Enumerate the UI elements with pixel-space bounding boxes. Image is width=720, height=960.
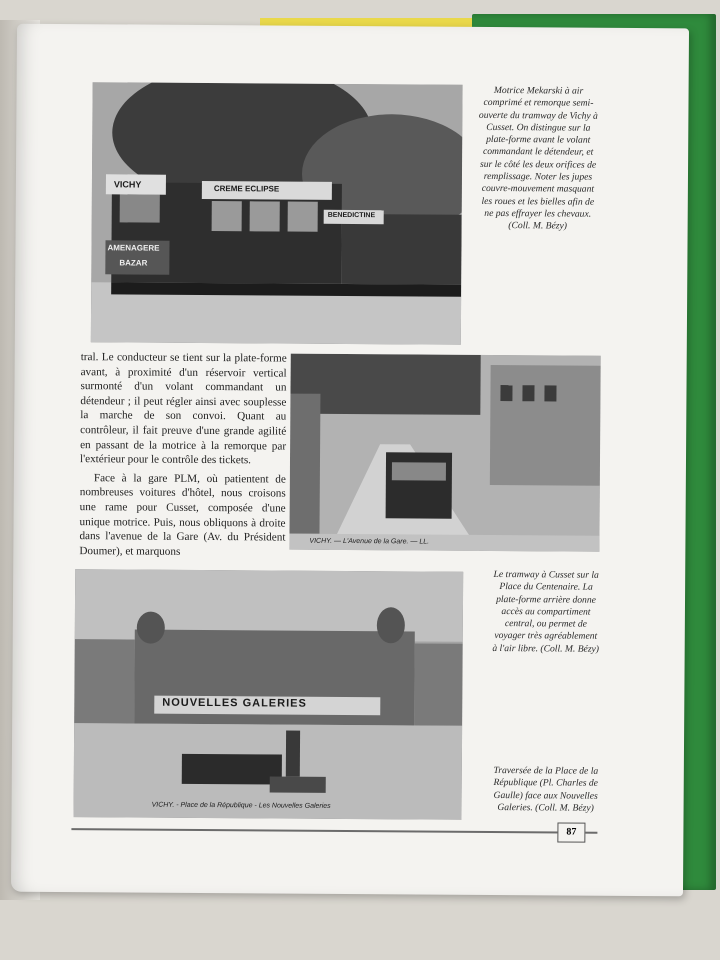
tram-ad-sign-1: AMENAGERE [107,243,160,253]
photo-place-de-la-republique [74,569,464,820]
photo-1-drawing [91,82,463,345]
footer-rule [71,828,597,834]
postcard-label-avenue: VICHY. — L'Avenue de la Gare. — LL. [309,537,430,546]
tram-destination-sign: VICHY [113,179,142,190]
page-number: 87 [557,822,585,842]
postcard-label-square: VICHY. - Place de la République - Les Nouvelles Galeries [151,801,331,810]
store-sign: NOUVELLES GALERIES [162,696,307,710]
caption-photo-1: Motrice Mekarski à air comprimé et remorque semi-ouverte du tramway de Vichy à Cusset. On distingue sur la plate-forme avant le volant commandant le détendeur, et sur le côté les deux orifices de remplissage. Noter les jupes couvre-mouvement masquant les roues et les bielles afin de ne pas effrayer les chevaux. (Coll. M. Bézy) [478,84,598,232]
photo-tramway-mekarski [91,82,463,345]
trailer-banner-sign: BENEDICTINE [327,211,376,220]
tram-banner-sign: CREME ECLIPSE [213,184,280,194]
photo-avenue-de-la-gare [289,354,600,552]
article-paragraph-2: Face à la gare PLM, où patientent de nombreuses voitures d'hôtel, nous croisons une rame pour Cusset, composée d'une unique motrice. Puis, nous obliquons à droite dans l'avenue de la Gare (Av. du Président Doumer), et marquons [79,471,286,558]
caption-photo-3: Traversée de la Place de la République (Pl. Charles de Gaulle) face aux Nouvelles Galeries. (Coll. M. Bézy) [493,765,599,814]
article-text [79,350,286,560]
photo-3-drawing [74,569,464,820]
tram-ad-sign-2: BAZAR [119,258,148,268]
caption-photo-2: Le tramway à Cusset sur la Place du Centenaire. La plate-forme arrière donne accès au compartiment central, ou permet de voyager très agréablement à l'air libre. (Coll. M. Bézy) [492,569,600,655]
book-page [11,24,689,897]
photo-2-drawing [289,354,600,552]
article-paragraph-1: tral. Le conducteur se tient sur la plate-forme avant, à proximité d'un réservoir vertical surmonté d'un volant commandant un détendeur ; il peut régler ainsi avec souplesse la marche de son convoi. Quant au contrôleur, il fait preuve d'une grande agilité en passant de la motrice à la remorque par l'extérieur pour le contrôle des tickets. [79,351,287,467]
